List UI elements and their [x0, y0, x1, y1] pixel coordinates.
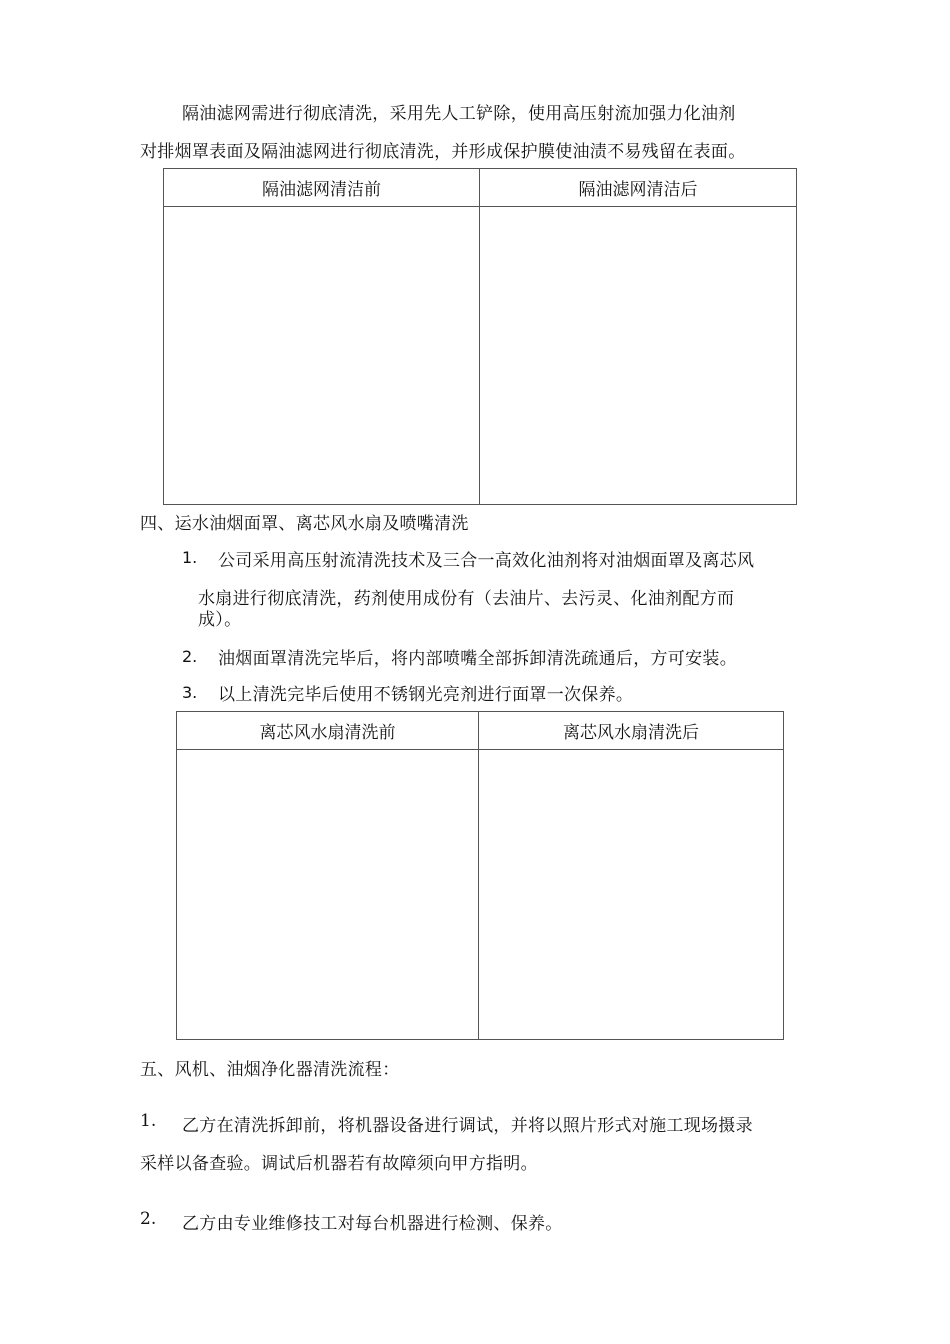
fan-cleaning-table — [176, 711, 784, 1040]
section5-item1-line1: 乙方在清洗拆卸前，将机器设备进行调试，并将以照片形式对施工现场摄录 — [182, 1116, 753, 1136]
intro-line-1: 隔油滤网需进行彻底清洗，采用先人工铲除，使用高压射流加强力化油剂 — [182, 104, 736, 124]
section4-item1-number: 1. — [182, 548, 198, 567]
section4-item1-line2: 水扇进行彻底清洗，药剂使用成份有（去油片、去污灵、化油剂配方而 — [198, 589, 735, 609]
table1-header-before: 隔油滤网清洁前 — [164, 169, 480, 207]
table1-photo-after — [480, 207, 797, 505]
table2-photo-before — [177, 750, 479, 1040]
section5-item1-line2: 采样以备查验。调试后机器若有故障须向甲方指明。 — [140, 1154, 538, 1174]
table2-header-after: 离芯风水扇清洗后 — [479, 712, 784, 750]
table2-photo-after — [479, 750, 784, 1040]
section5-heading: 五、风机、油烟净化器清洗流程： — [140, 1060, 400, 1080]
section4-item1-line1: 公司采用高压射流清洗技术及三合一高效化油剂将对油烟面罩及离芯风 — [218, 551, 755, 571]
section4-item1-line3: 成）。 — [198, 610, 242, 630]
intro-line-2: 对排烟罩表面及隔油滤网进行彻底清洗，并形成保护膜使油渍不易残留在表面。 — [140, 142, 746, 162]
section5-item2-number: 2. — [140, 1209, 157, 1229]
section4-item3-number: 3. — [182, 683, 198, 702]
filter-cleaning-table — [163, 168, 797, 505]
table2-header-before: 离芯风水扇清洗前 — [177, 712, 479, 750]
section4-item2-number: 2. — [182, 647, 198, 666]
section4-item2-line1: 油烟面罩清洗完毕后，将内部喷嘴全部拆卸清洗疏通后，方可安装。 — [218, 649, 737, 669]
section5-item2-line1: 乙方由专业维修技工对每台机器进行检测、保养。 — [182, 1214, 563, 1234]
section5-item1-number: 1. — [140, 1111, 157, 1131]
table1-header-after: 隔油滤网清洁后 — [480, 169, 797, 207]
section4-heading: 四、运水油烟面罩、离芯风水扇及喷嘴清洗 — [140, 514, 469, 534]
section4-item3-line1: 以上清洗完毕后使用不锈钢光亮剂进行面罩一次保养。 — [218, 685, 634, 705]
table1-photo-before — [164, 207, 480, 505]
